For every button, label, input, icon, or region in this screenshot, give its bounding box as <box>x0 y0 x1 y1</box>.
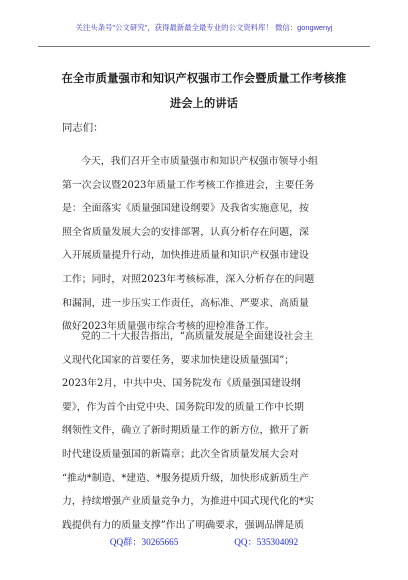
paragraph-line: 2023年2月，中共中央、国务院发布《质量强国建设纲 <box>62 378 301 390</box>
paragraph-line: 工作；同时，对照2023年考核标准，深入分析存在的问题 <box>62 273 315 285</box>
paragraph <box>62 325 354 537</box>
paragraph-line: 时代建设质量强国的新篇章；此次全省质量发展大会对 <box>62 448 300 460</box>
paragraph-line: 做好2023年质量强市综合考核的迎检准备工作。 <box>62 321 275 333</box>
paragraph-line: 今天，我们召开全市质量强市和知识产权强市领导小组 <box>81 156 319 167</box>
title-line: 进会上的讲话 <box>169 96 239 110</box>
paragraph-line: 纲领性文件，确立了新时期质量工作的新方位，掀开了新 <box>62 425 309 437</box>
paragraph-line: 党的二十大报告指出，“高质量发展是全面建设社会主 <box>81 331 314 342</box>
paragraph <box>62 150 354 339</box>
header-divider <box>38 46 370 47</box>
paragraph-line: 入开展质量提升行动，加快推进质量和知识产权强市建设 <box>62 250 309 262</box>
paragraph-line: 力，持续增强产业质量竞争力，为推进中国式现代化的*实 <box>62 496 314 508</box>
paragraph-line: 践提供有力的质量支撑”作出了明确要求，强调品牌是质 <box>62 519 305 531</box>
footer-qq: QQ：535304092 <box>234 537 299 547</box>
paragraph-line: 第一次会议暨2023年质量工作考核工作推进会，主要任务 <box>62 179 315 191</box>
document-title <box>56 66 352 116</box>
paragraph-line: 要》，作为首个由党中央、国务院印发的质量工作中长期 <box>62 401 304 413</box>
paragraph-line: “推动*制造、*建造、*服务提质升级，加快形成新质生产 <box>62 472 309 484</box>
paragraph-line: 义现代化国家的首要任务，要求加快建设质量强国”； <box>62 354 295 366</box>
salutation: 同志们： <box>62 122 104 134</box>
footer-qq-group: QQ群：30265665 <box>109 537 179 547</box>
title-line: 在全市质量强市和知识产权强市工作会暨质量工作考核推 <box>61 71 347 85</box>
paragraph-line: 照全省质量发展大会的安排部署，认真分析存在问题，深 <box>62 226 309 238</box>
footer-contact <box>0 534 408 548</box>
paragraph-line: 是：全面落实《质量强国建设纲要》及我省实施意见，按 <box>62 203 309 215</box>
header-note: 关注头条号"公文研究"，获得最新最全最专业的公文资料库！ 微信：gongwenyj <box>75 23 333 32</box>
paragraph-line: 和漏洞，进一步压实工作责任，高标准、严要求、高质量 <box>62 297 309 309</box>
